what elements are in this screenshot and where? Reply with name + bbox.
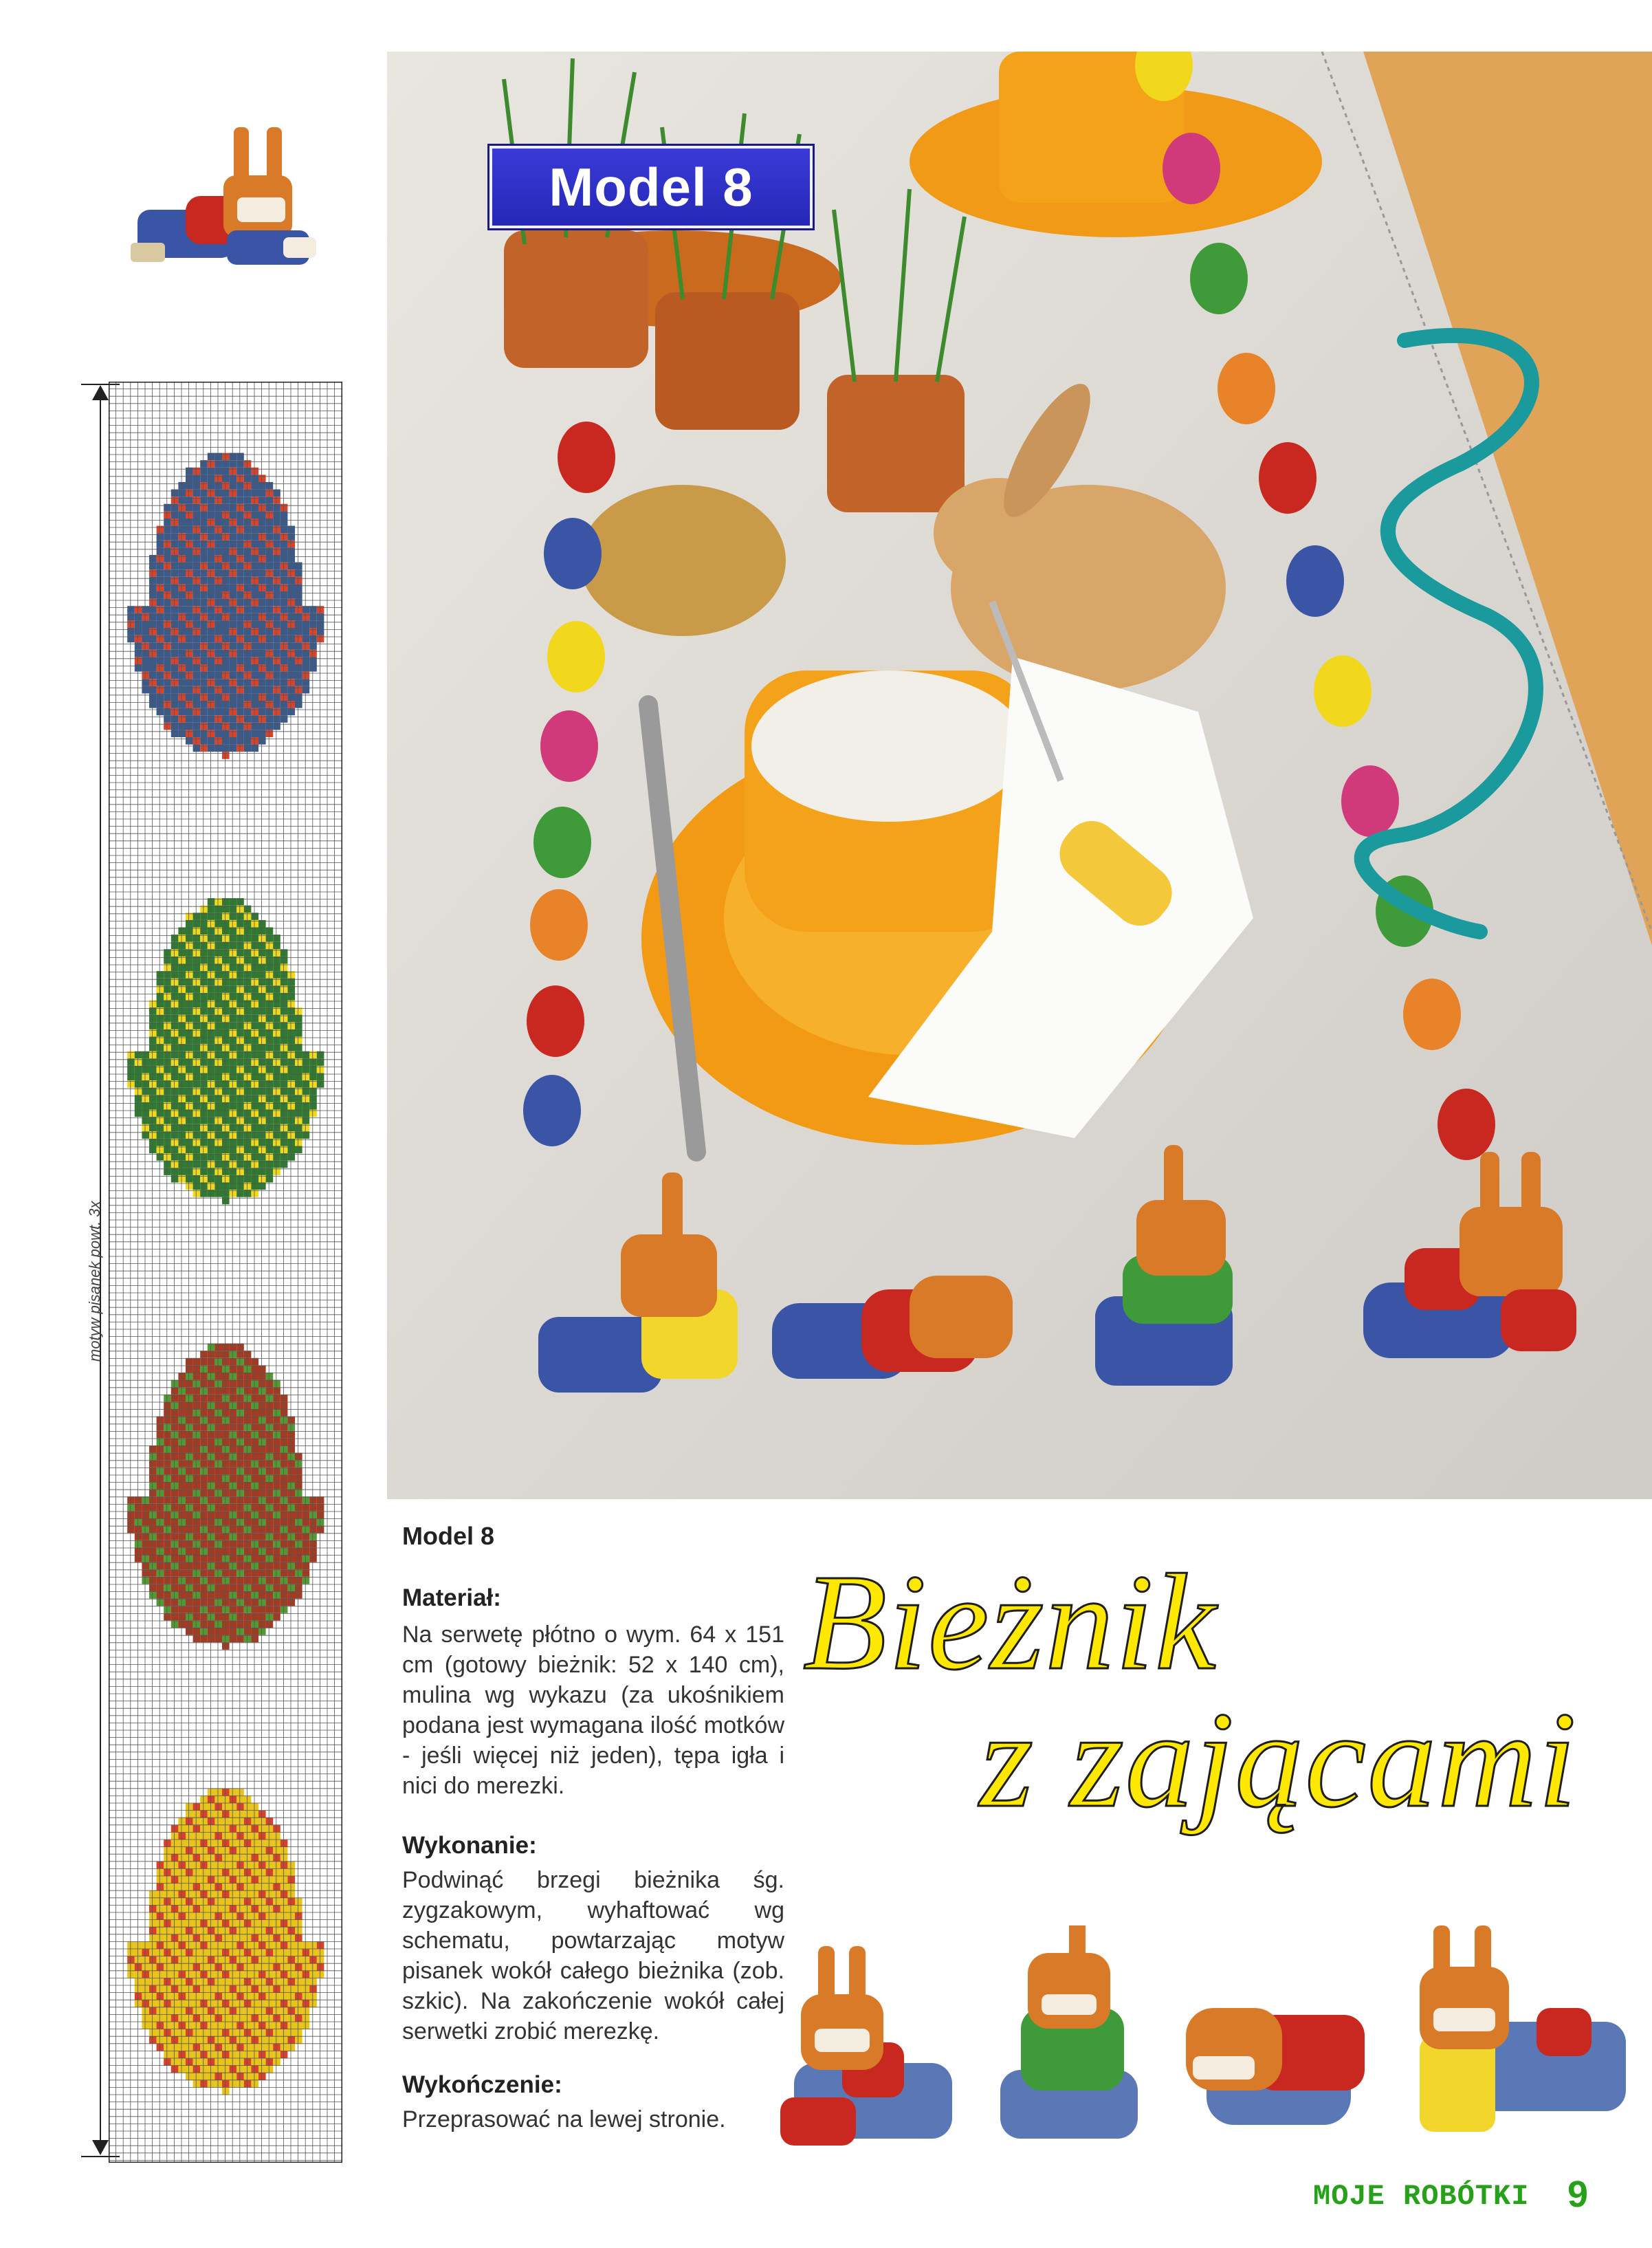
execution-heading: Wykonanie: xyxy=(402,1832,537,1859)
bunny-motif-icon xyxy=(124,120,330,285)
bunny-2-icon xyxy=(1000,1925,1138,2139)
model-badge: Model 8 xyxy=(489,146,813,228)
bunny-1-icon xyxy=(780,1946,952,2146)
photo-egg xyxy=(527,985,584,1057)
finishing-heading: Wykończenie: xyxy=(402,2071,562,2098)
arrow-down-icon xyxy=(92,2140,109,2155)
bunny-4-icon xyxy=(1420,1925,1626,2132)
table-runner-photo xyxy=(387,52,1652,1499)
photo-egg xyxy=(1218,353,1275,424)
photo-egg xyxy=(530,889,588,961)
page-number: 9 xyxy=(1567,2174,1589,2215)
materials-body: Na serwetę płótno o wym. 64 x 151 cm (gotowy bieżnik: 52 x 140 cm), mulina wg wykazu (za ukośnikiem podana jest wymagana ilość motków - jeśli więcej niż jeden), tępa igła i nici do merezki. xyxy=(402,1622,784,1799)
article-title-line2: z zającami xyxy=(980,1684,1578,1836)
photo-egg xyxy=(558,422,615,493)
photo-egg xyxy=(1190,243,1248,314)
materials-heading: Materiał: xyxy=(402,1584,501,1611)
footer-magazine-name: MOJE ROBÓTKI xyxy=(1313,2180,1530,2213)
photo-egg xyxy=(1341,765,1399,837)
red-green-egg-icon xyxy=(127,1344,324,1650)
article-title-line1: Bieżnik xyxy=(803,1547,1218,1699)
photo-egg xyxy=(1286,545,1344,617)
repeat-label: motyw pisanek powt. 3x xyxy=(86,1201,103,1362)
bunny-3-icon xyxy=(1186,2008,1365,2125)
cross-stitch-chart xyxy=(109,382,342,2163)
photo-egg xyxy=(533,807,591,878)
photo-egg xyxy=(544,518,602,589)
bunny-row-illustration xyxy=(780,1925,1652,2159)
photo-egg xyxy=(1314,655,1372,727)
model-label: Model 8 xyxy=(402,1522,495,1550)
green-yellow-egg-icon xyxy=(127,898,324,1204)
execution-body: Podwinąć brzegi bieżnika śg. zygzakowym, wyhaftować wg schematu, powtarzając motyw pisanek wokół całego bieżnika (zob. szkic). Na zakończenie wokół całej serwetki zrobić merezkę. xyxy=(402,1867,784,2044)
photo-egg xyxy=(540,710,598,782)
photo-egg xyxy=(1438,1089,1495,1160)
blue-egg-icon xyxy=(127,453,324,759)
photo-egg xyxy=(1259,442,1317,514)
photo-egg xyxy=(523,1075,581,1146)
finishing-body: Przeprasować na lewej stronie. xyxy=(402,2106,726,2132)
photo-egg xyxy=(1403,979,1461,1050)
photo-egg xyxy=(1163,133,1220,204)
photo-egg xyxy=(547,621,605,692)
